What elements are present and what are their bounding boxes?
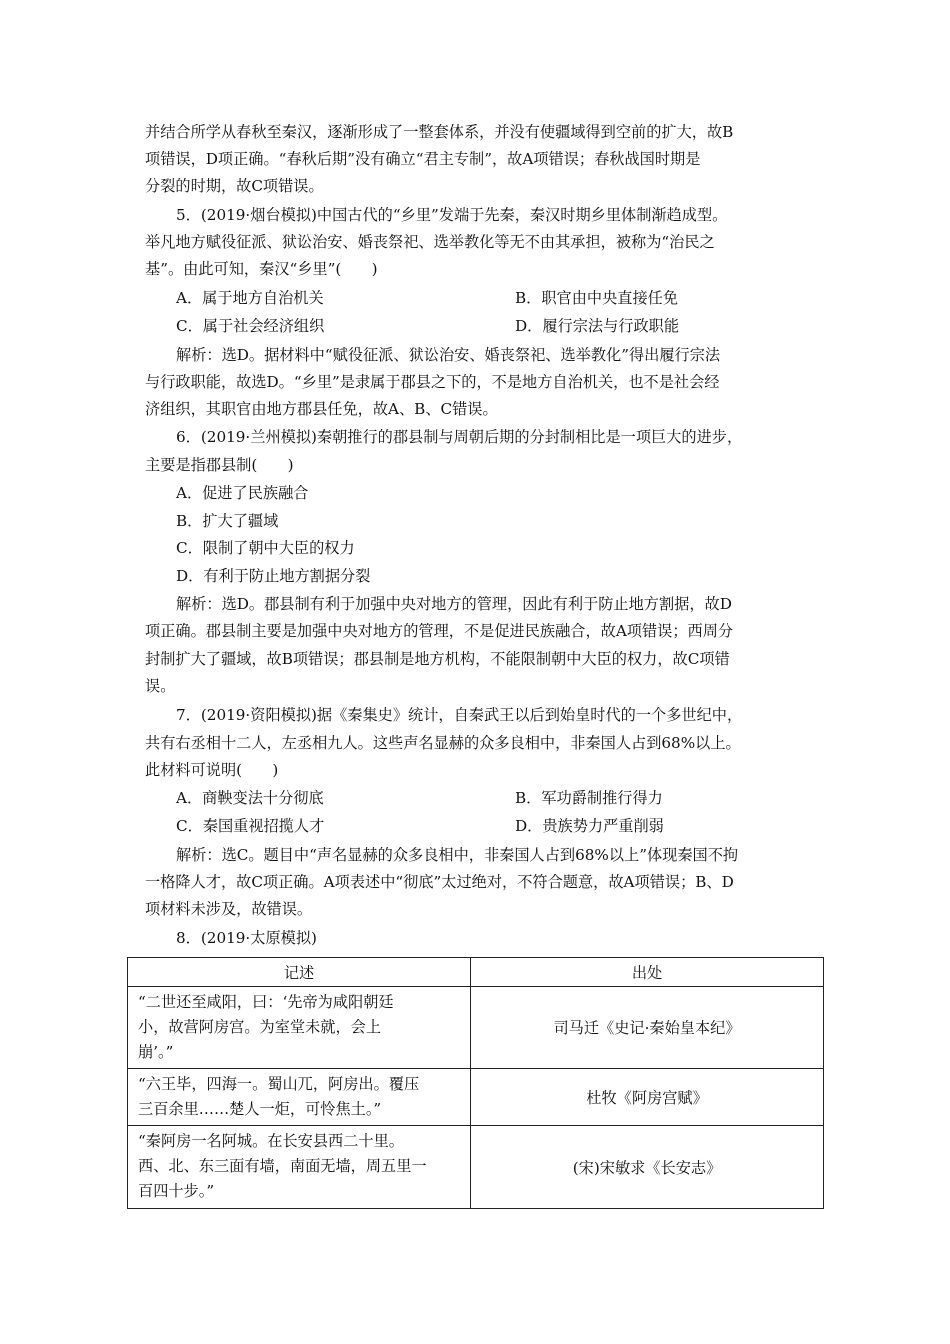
question-7-analysis: 解析：选C。题目中“声名显赫的众多良相中，非秦国人占到68%以上”体现秦国不拘 [176,846,739,864]
question-6-option-d: D．有利于防止地方割据分裂 [176,567,371,585]
question-5-option-d: D．履行宗法与行政职能 [515,317,680,335]
question-5-analysis: 解析：选D。据材料中“赋役征派、狱讼治安、婚丧祭祀、选举教化”得出履行宗法 [176,346,721,364]
source-table [127,957,824,1209]
question-7-stem: 此材料可说明( ) [145,761,279,779]
question-5-option-c: C．属于社会经济组织 [176,317,325,335]
question-6-stem: 主要是指郡县制( ) [145,456,294,474]
question-6-analysis: 封制扩大了疆域，故B项错误；郡县制是地方机构，不能限制朝中大臣的权力，故C项错 [145,650,730,668]
question-5-option-a: A．属于地方自治机关 [176,289,324,307]
question-7-analysis: 项材料未涉及，故错误。 [145,900,313,918]
table-cell-source: 杜牧《阿房宫赋》 [471,1069,824,1126]
question-6-option-b: B．扩大了疆域 [176,512,279,530]
analysis-line: 项错误，D项正确。“春秋后期”没有确立“君主专制”，故A项错误；春秋战国时期是 [145,150,701,168]
table-cell-source: (宋)宋敏求《长安志》 [471,1126,824,1209]
question-7-option-b: B．军功爵制推行得力 [515,789,663,807]
question-6-stem: 6．(2019·兰州模拟)秦朝推行的郡县制与周朝后期的分封制相比是一项巨大的进步， [176,428,743,446]
table-cell-record: “二世还至咸阳，曰：‘先帝为咸阳朝廷 小，故营阿房宫。为室堂未就，会上 崩’。” [128,987,471,1069]
question-7-analysis: 一格降人才，故C项正确。A项表述中“彻底”太过绝对，不符合题意，故A项错误；B、D [145,873,734,891]
question-6-option-c: C．限制了朝中大臣的权力 [176,539,355,557]
table-cell-record: “六王毕，四海一。蜀山兀，阿房出。覆压 三百余里……楚人一炬，可怜焦土。” [128,1069,471,1126]
table-row [128,1069,824,1126]
question-6-option-a: A．促进了民族融合 [176,484,309,502]
table-header-row [128,958,824,987]
question-5-stem: 5．(2019·烟台模拟)中国古代的“乡里”发端于先秦，秦汉时期乡里体制渐趋成型。 [176,206,728,224]
table-cell-record: “秦阿房一名阿城。在长安县西二十里。 西、北、东三面有墙，南面无墙，周五里一 百四十步。” [128,1126,471,1209]
question-7-option-a: A．商鞅变法十分彻底 [176,789,324,807]
table-header-record: 记述 [128,958,471,987]
question-7-option-d: D．贵族势力严重削弱 [515,817,664,835]
table-row [128,1126,824,1209]
question-5-analysis: 与行政职能，故选D。“乡里”是隶属于郡县之下的，不是地方自治机关，也不是社会经 [145,373,720,391]
question-7-option-c: C．秦国重视招揽人才 [176,817,325,835]
analysis-line: 并结合所学从春秋至秦汉，逐渐形成了一整套体系，并没有使疆域得到空前的扩大，故B [145,123,734,141]
table-cell-source: 司马迁《史记·秦始皇本纪》 [471,987,824,1069]
question-5-stem: 基”。由此可知，秦汉“乡里”( ) [145,260,378,278]
question-7-stem: 共有右丞相十二人，左丞相九人。这些声名显赫的众多良相中，非秦国人占到68%以上。 [145,734,741,752]
question-6-analysis: 解析：选D。郡县制有利于加强中央对地方的管理，因此有利于防止地方割据，故D [176,595,732,613]
question-7-stem: 7．(2019·资阳模拟)据《秦集史》统计，自秦武王以后到始皇时代的一个多世纪中， [176,706,743,724]
question-6-analysis: 项正确。郡县制主要是加强中央对地方的管理，不是促进民族融合，故A项错误；西周分 [145,622,734,640]
question-8-stem: 8．(2019·太原模拟) [176,929,317,947]
analysis-line: 分裂的时期，故C项错误。 [145,177,324,195]
table-row [128,987,824,1069]
question-5-option-b: B．职官由中央直接任免 [515,289,679,307]
question-6-analysis: 误。 [145,677,176,695]
question-5-stem: 举凡地方赋役征派、狱讼治安、婚丧祭祀、选举教化等无不由其承担，被称为“治民之 [145,233,715,251]
table-header-source: 出处 [471,958,824,987]
question-5-analysis: 济组织，其职官由地方郡县任免，故A、B、C错误。 [145,400,498,418]
